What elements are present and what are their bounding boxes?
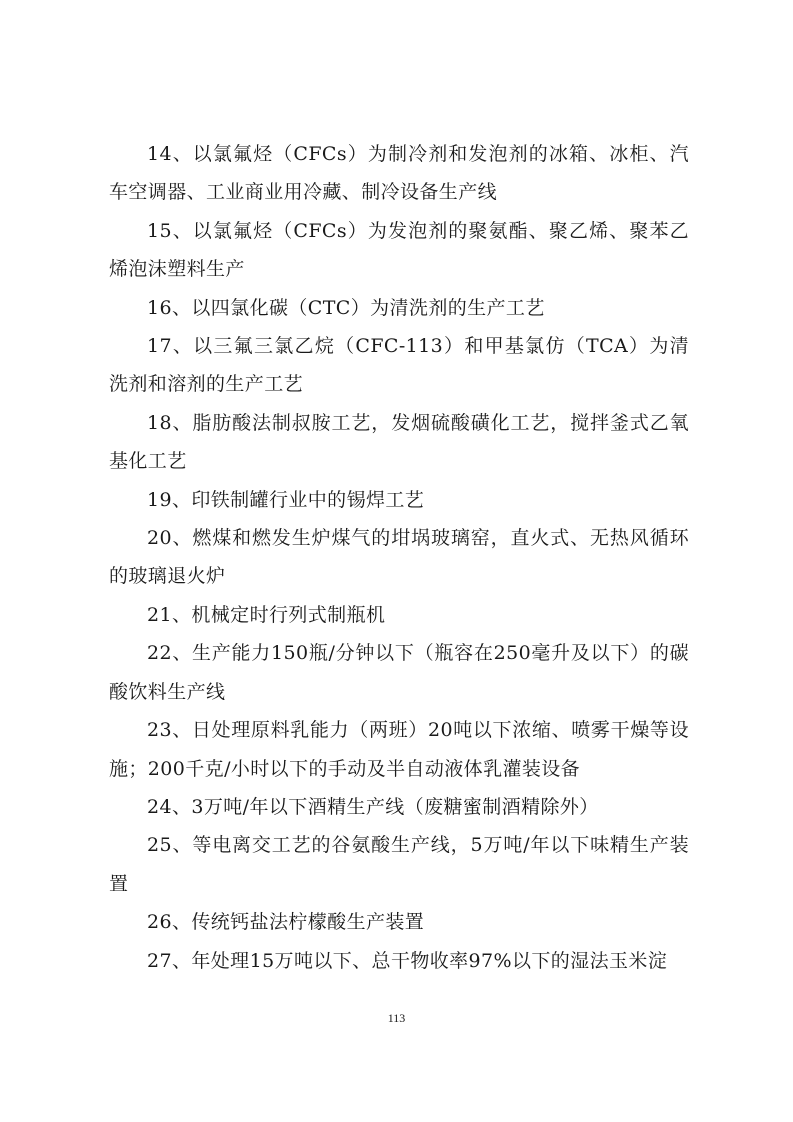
- list-item-20: 20、燃煤和燃发生炉煤气的坩埚玻璃窑，直火式、无热风循环的玻璃退火炉: [109, 527, 689, 588]
- list-item-18: 18、脂肪酸法制叔胺工艺，发烟硫酸磺化工艺，搅拌釜式乙氧基化工艺: [109, 411, 689, 473]
- document-body: [109, 135, 689, 980]
- list-item-27: 27、年处理15万吨以下、总干物收率97%以下的湿法玉米淀: [147, 949, 668, 972]
- list-item-16: 16、以四氯化碳（CTC）为清洗剂的生产工艺: [147, 296, 545, 319]
- list-item-22: 22、生产能力150瓶/分钟以下（瓶容在250毫升及以下）的碳酸饮料生产线: [109, 642, 689, 703]
- list-item-25: 25、等电离交工艺的谷氨酸生产线，5万吨/年以下味精生产装置: [109, 834, 689, 895]
- list-item-19: 19、印铁制罐行业中的锡焊工艺: [147, 488, 425, 511]
- list-item-15: 15、以氯氟烃（CFCs）为发泡剂的聚氨酯、聚乙烯、聚苯乙烯泡沫塑料生产: [109, 219, 689, 281]
- list-item-26: 26、传统钙盐法柠檬酸生产装置: [147, 911, 425, 934]
- list-item-21: 21、机械定时行列式制瓶机: [147, 603, 386, 626]
- list-item-17: 17、以三氟三氯乙烷（CFC-113）和甲基氯仿（TCA）为清洗剂和溶剂的生产工艺: [109, 335, 689, 396]
- list-item-23: 23、日处理原料乳能力（两班）20吨以下浓缩、喷雾干燥等设施；200千克/小时以下的手动及半自动液体乳灌装设备: [109, 719, 689, 780]
- list-item-24: 24、3万吨/年以下酒精生产线（废糖蜜制酒精除外）: [147, 795, 599, 818]
- page-number: 113: [387, 1011, 406, 1025]
- list-item-14: 14、以氯氟烃（CFCs）为制冷剂和发泡剂的冰箱、冰柜、汽车空调器、工业商业用冷藏、制冷设备生产线: [109, 143, 689, 204]
